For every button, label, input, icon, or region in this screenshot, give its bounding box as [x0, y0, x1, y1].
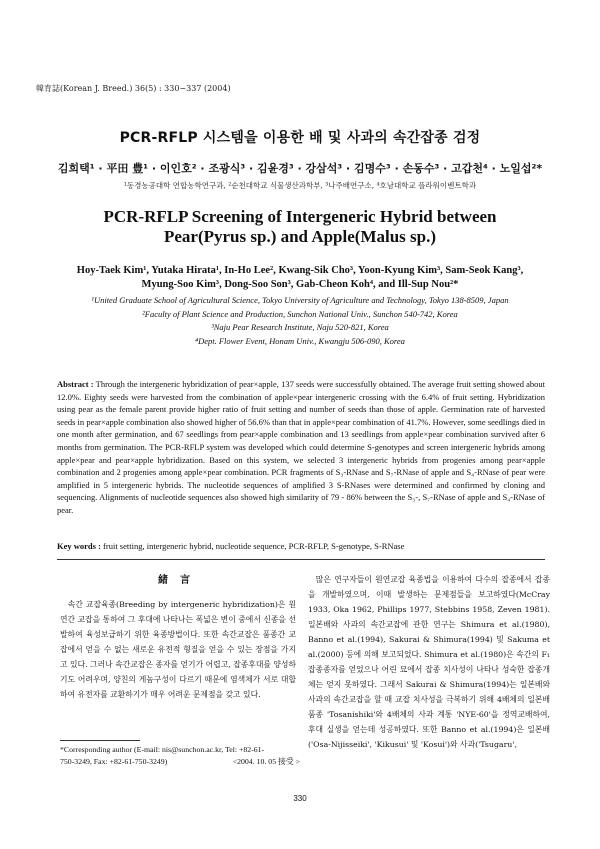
affiliation-1: ¹United Graduate School of Agricultural Science, Tokyo University of Agriculture and Technology, Tokyo 138-8509, Japan — [91, 295, 509, 305]
english-authors — [0, 264, 600, 292]
section-heading-introduction: 緒言 — [158, 575, 202, 586]
footnote-line-1: *Corresponding author (E-mail: nis@sunchon.ac.kr, Tel: +82-61- — [60, 745, 265, 754]
abstract-label: Abstract : — [57, 379, 94, 389]
korean-affiliations: ¹동경농공대학 연합농학연구과, ²순천대학교 식물생산과학부, ³나주배연구소, ⁴호남대학교 플라워이벤트학과 — [123, 181, 477, 190]
journal-citation: 韓育誌(Korean J. Breed.) 36(5) : 330~337 (2004) — [36, 84, 231, 93]
footnote-divider — [60, 740, 140, 741]
abstract-text: Through the intergeneric hybridization of pear×apple, 137 seeds were successfully obtained. The average fruit setting showed about 12.0%. Eighty seeds were harvested from the combination of apple×pear intergeneric crossing with the 6.4% of fruit setting. Hybridization using pear as the female parent provide higher ratio of fruit setting and number of seeds than those of apple. Germination rate of harvested seeds in pear×apple combination also showed higher of 56.6% than that in apple×pear combination of 41.7%. However, some seedlings died in one month after germination, and 67 seedlings from pear×apple combination and 13 seedlings from apple×pear combination survived after 6 months from germination. The PCR-RFLP system was developed which could determine S-genotypes and screen intergeneric hybrids among apple×pear and pear×apple hybridization. Based on this system, we selected 3 intergeneric hybrids from progenies among pear×apple combination and 2 progenies among apple×pear combination. PCR fragments of S₃-RNase and S₇-RNase of apple and S₄-RNase of pear were amplified in 5 intergeneric hybrids. The nucleotide sequences of amplified 3 S-RNases were determined and confirmed by cloning and sequencing. Alignments of nucleotide sequences also showed high similarity of 79 - 86% between the S₃-, S₇-RNase of apple and S₄-RNase of pear. — [57, 379, 545, 515]
english-affiliations — [0, 294, 600, 348]
footnote-received-date: <2004. 10. 05 接受 > — [232, 757, 300, 766]
keywords — [57, 541, 545, 551]
keywords-text: fruit setting, intergeneric hybrid, nucleotide sequence, PCR-RFLP, S-genotype, S-RNase — [103, 541, 405, 551]
affiliation-2: ²Faculty of Plant Science and Production, Sunchon National Univ., Sunchon 540-742, Korea — [142, 308, 458, 319]
english-authors-line-2: Myung-Soo Kim³, Dong-Soo Son³, Gab-Cheon Koh⁴, and Ill-Sup Nou²* — [141, 279, 459, 290]
affiliation-3: ³Naju Pear Research Institute, Naju 520-821, Korea — [211, 322, 389, 332]
affiliation-4: ⁴Dept. Flower Event, Honam Univ., Kwangju 506-090, Korea — [195, 335, 405, 346]
footnote-contact: 750-3249, Fax: +82-61-750-3249) — [60, 757, 168, 766]
abstract — [57, 378, 545, 517]
footnote — [60, 744, 300, 768]
keywords-label: Key words : — [57, 541, 101, 551]
page-number: 330 — [293, 794, 307, 803]
english-authors-line-1: Hoy-Taek Kim¹, Yutaka Hirata¹, In-Ho Lee², Kwang-Sik Cho³, Yoon-Kyung Kim³, Sam-Seok Kang³, — [76, 265, 524, 276]
korean-authors: 김희택¹ · 平田 豊¹ · 이인호² · 조광식³ · 김윤경³ · 강삼석³ · 김명수³ · 손동수³ · 고갑천⁴ · 노일섭²* — [57, 162, 543, 175]
divider — [57, 559, 545, 560]
english-title-line-1: PCR-RFLP Screening of Intergeneric Hybrid between — [103, 207, 497, 226]
english-title — [0, 207, 600, 247]
left-column-paragraph: 속간 교잡육종(Breeding by intergeneric hybridization)은 원연간 교잡을 통하여 그 후대에 나타나는 폭넓은 변이 중에서 신종을 선발하여 육성보급하기 위한 육종방법이다. 또한 속간교잡은 품종간 교잡에서 얻을 수 없는 새로운 유전적 형질을 얻을 수 있는 장점을 가지고 있다. 그러나 속간교잡은 종자를 얻기가 어렵고, 잡종후대를 양성하기도 어려우며, 양친의 게놈구성이 다르기 때문에 염색체가 서로 대합하여 유전자를 교환하기가 매우 어려운 문제점을 갖고 있다. — [60, 600, 296, 699]
right-column-paragraph: 많은 연구자들이 원연교잡 육종법을 이용하여 다수의 잡종에서 잡종을 개발하였으며, 이때 발생하는 문제점들을 보고하였다(McCray 1933, Oka 1962, Phillips 1977, Stebbins 1958, Zeven 1981). 일본배와 사과의 속간교잡에 관한 연구는 Shimura et al.(1980), Banno et al.(1994), Sakurai & Shimura(1994) 및 Sakuma et al.(2000) 등에 의해 보고되었다. Shimura et al.(1980)은 속간의 F₁ 잡종종자를 얻었으나 어린 묘에서 잡종 치사성이 나타나 성숙한 잡종개체는 얻지 못하였다. 그래서 Sakurai & Shimura(1994)는 일본배와 사과의 속간교잡을 할 때 교잡 치사성을 극복하기 위해 4배체의 일본배 품종 'Tosanishiki'와 4배체의 사과 계통 'NYE-60'을 정역교배하여, 후대 실생을 얻는데 성공하였다. 또한 Banno et al.(1994)은 일본배('Osa-Nijisseiki', 'Kikusui' 및 'Kosui')와 사과('Tsugaru', — [308, 575, 550, 749]
english-title-line-2: Pear(Pyrus sp.) and Apple(Malus sp.) — [163, 227, 437, 246]
footnote-line-2 — [60, 756, 300, 768]
korean-title: PCR-RFLP 시스템을 이용한 배 및 사과의 속간잡종 검정 — [119, 130, 481, 146]
